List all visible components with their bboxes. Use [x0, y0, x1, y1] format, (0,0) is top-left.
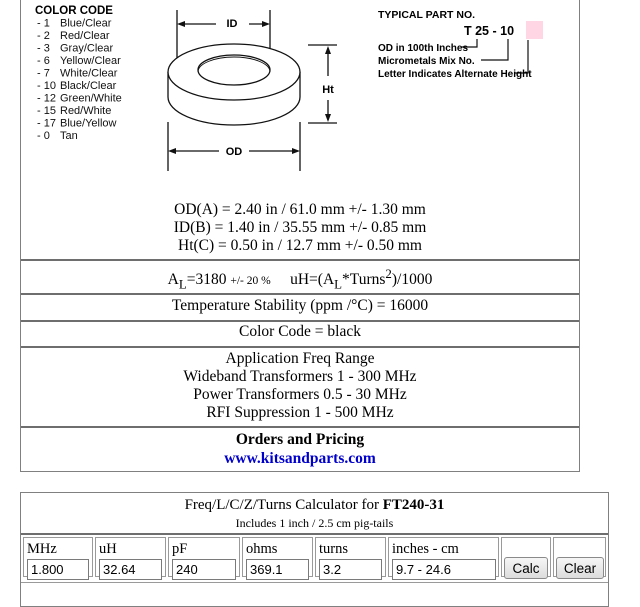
- color-code-num: - 2: [37, 30, 50, 42]
- divider: [21, 533, 608, 535]
- turns-label: turns: [319, 541, 348, 557]
- uh-input[interactable]: [99, 559, 162, 580]
- uh-formula-mid: *Turns: [342, 271, 386, 289]
- color-code-name: Green/White: [60, 92, 122, 105]
- calculator-subtitle: Includes 1 inch / 2.5 cm pig-tails: [235, 516, 394, 530]
- clear-button[interactable]: Clear: [556, 557, 604, 579]
- uh-formula-prefix: uH=(A: [290, 271, 335, 289]
- typical-part-title: TYPICAL PART NO.: [378, 9, 476, 21]
- uh-formula-exponent: 2: [385, 266, 392, 281]
- application-line: Power Transformers 0.5 - 30 MHz: [193, 386, 407, 403]
- color-code-name: Blue/Clear: [60, 17, 112, 30]
- part-number: T 25 - 10: [464, 24, 515, 38]
- divider: [21, 426, 579, 428]
- uh-label: uH: [99, 541, 117, 557]
- application-line: Wideband Transformers 1 - 300 MHz: [183, 368, 417, 385]
- part-legend-od: OD in 100th Inches: [378, 43, 469, 54]
- ohms-label: ohms: [246, 541, 278, 557]
- al-value: =3180: [186, 271, 227, 289]
- calculator-title: [21, 497, 608, 514]
- color-code-list: [37, 18, 122, 143]
- part-legend-mix: Micrometals Mix No.: [378, 56, 475, 67]
- toroid-illustration: [168, 10, 337, 171]
- color-code-name: Yellow/Clear: [60, 55, 121, 67]
- color-code-title: COLOR CODE: [35, 5, 113, 17]
- id-label: ID: [226, 18, 238, 30]
- color-code-name: Gray/Clear: [60, 42, 114, 55]
- divider: [21, 320, 579, 322]
- color-code-num: - 10: [37, 80, 56, 92]
- toroid-diagram: [21, 0, 579, 200]
- al-a: A: [167, 271, 179, 289]
- mhz-input[interactable]: [27, 559, 89, 580]
- color-code-name: Tan: [60, 130, 78, 142]
- divider: [21, 346, 579, 348]
- turns-cell: [315, 537, 386, 577]
- calculator-panel: [20, 492, 609, 607]
- turns-input[interactable]: [319, 559, 382, 580]
- part-legend-height: Letter Indicates Alternate Height: [378, 69, 532, 80]
- mhz-cell: [23, 537, 93, 577]
- temperature-stability: Temperature Stability (ppm /°C) = 16000: [171, 297, 429, 314]
- pf-cell: [168, 537, 240, 577]
- color-code-name: White/Clear: [60, 67, 118, 80]
- color-code-num: - 1: [37, 17, 50, 30]
- color-code-num: - 15: [37, 105, 56, 117]
- pf-label: pF: [172, 541, 188, 557]
- length-cell: [388, 537, 499, 577]
- kitsandparts-link[interactable]: www.kitsandparts.com: [224, 450, 376, 467]
- id-dimension: ID(B) = 1.40 in / 35.55 mm +/- 0.85 mm: [173, 219, 427, 236]
- calculator-title-prefix: Freq/L/C/Z/Turns Calculator for: [184, 497, 383, 513]
- calculator-part: FT240-31: [382, 497, 445, 513]
- calc-button[interactable]: Calc: [504, 557, 548, 579]
- pf-input[interactable]: [172, 559, 236, 580]
- color-code-num: - 3: [37, 42, 50, 55]
- divider: [21, 582, 608, 583]
- orders-block: [21, 430, 579, 468]
- length-input[interactable]: [392, 559, 496, 580]
- color-code-num: - 7: [37, 67, 50, 80]
- length-label: inches - cm: [392, 541, 459, 557]
- color-code-name: Black/Clear: [60, 80, 117, 92]
- mhz-label: MHz: [27, 541, 57, 557]
- divider: [21, 259, 579, 261]
- dimensions-block: [21, 201, 579, 255]
- od-dimension: OD(A) = 2.40 in / 61.0 mm +/- 1.30 mm: [174, 201, 426, 218]
- od-label: OD: [225, 146, 243, 158]
- color-code-name: Red/White: [60, 105, 112, 117]
- spec-table: [20, 0, 580, 472]
- color-code-name: Red/Clear: [60, 30, 110, 42]
- color-code-num: - 12: [37, 92, 56, 105]
- ohms-input[interactable]: [246, 559, 309, 580]
- color-code-value: Color Code = black: [239, 323, 361, 340]
- color-code-name: Blue/Yellow: [60, 117, 117, 130]
- al-value-row: [21, 266, 579, 292]
- al-tolerance: +/- 20 %: [230, 275, 271, 288]
- orders-title: Orders and Pricing: [235, 431, 365, 448]
- al-l: L: [178, 276, 187, 292]
- color-code-num: - 17: [37, 117, 56, 130]
- ht-dimension: Ht(C) = 0.50 in / 12.7 mm +/- 0.50 mm: [178, 237, 422, 254]
- alternate-height-highlight: [526, 21, 543, 39]
- uh-formula-l: L: [334, 276, 343, 292]
- uh-formula-suffix: )/1000: [391, 271, 433, 289]
- application-title: Application Freq Range: [225, 350, 375, 367]
- color-code-num: - 0: [37, 130, 50, 142]
- divider: [21, 293, 579, 295]
- ohms-cell: [242, 537, 313, 577]
- application-freq-block: [21, 350, 579, 422]
- uh-cell: [95, 537, 166, 577]
- color-code-num: - 6: [37, 55, 50, 67]
- ht-label: Ht: [322, 84, 334, 96]
- application-line: RFI Suppression 1 - 500 MHz: [206, 404, 394, 421]
